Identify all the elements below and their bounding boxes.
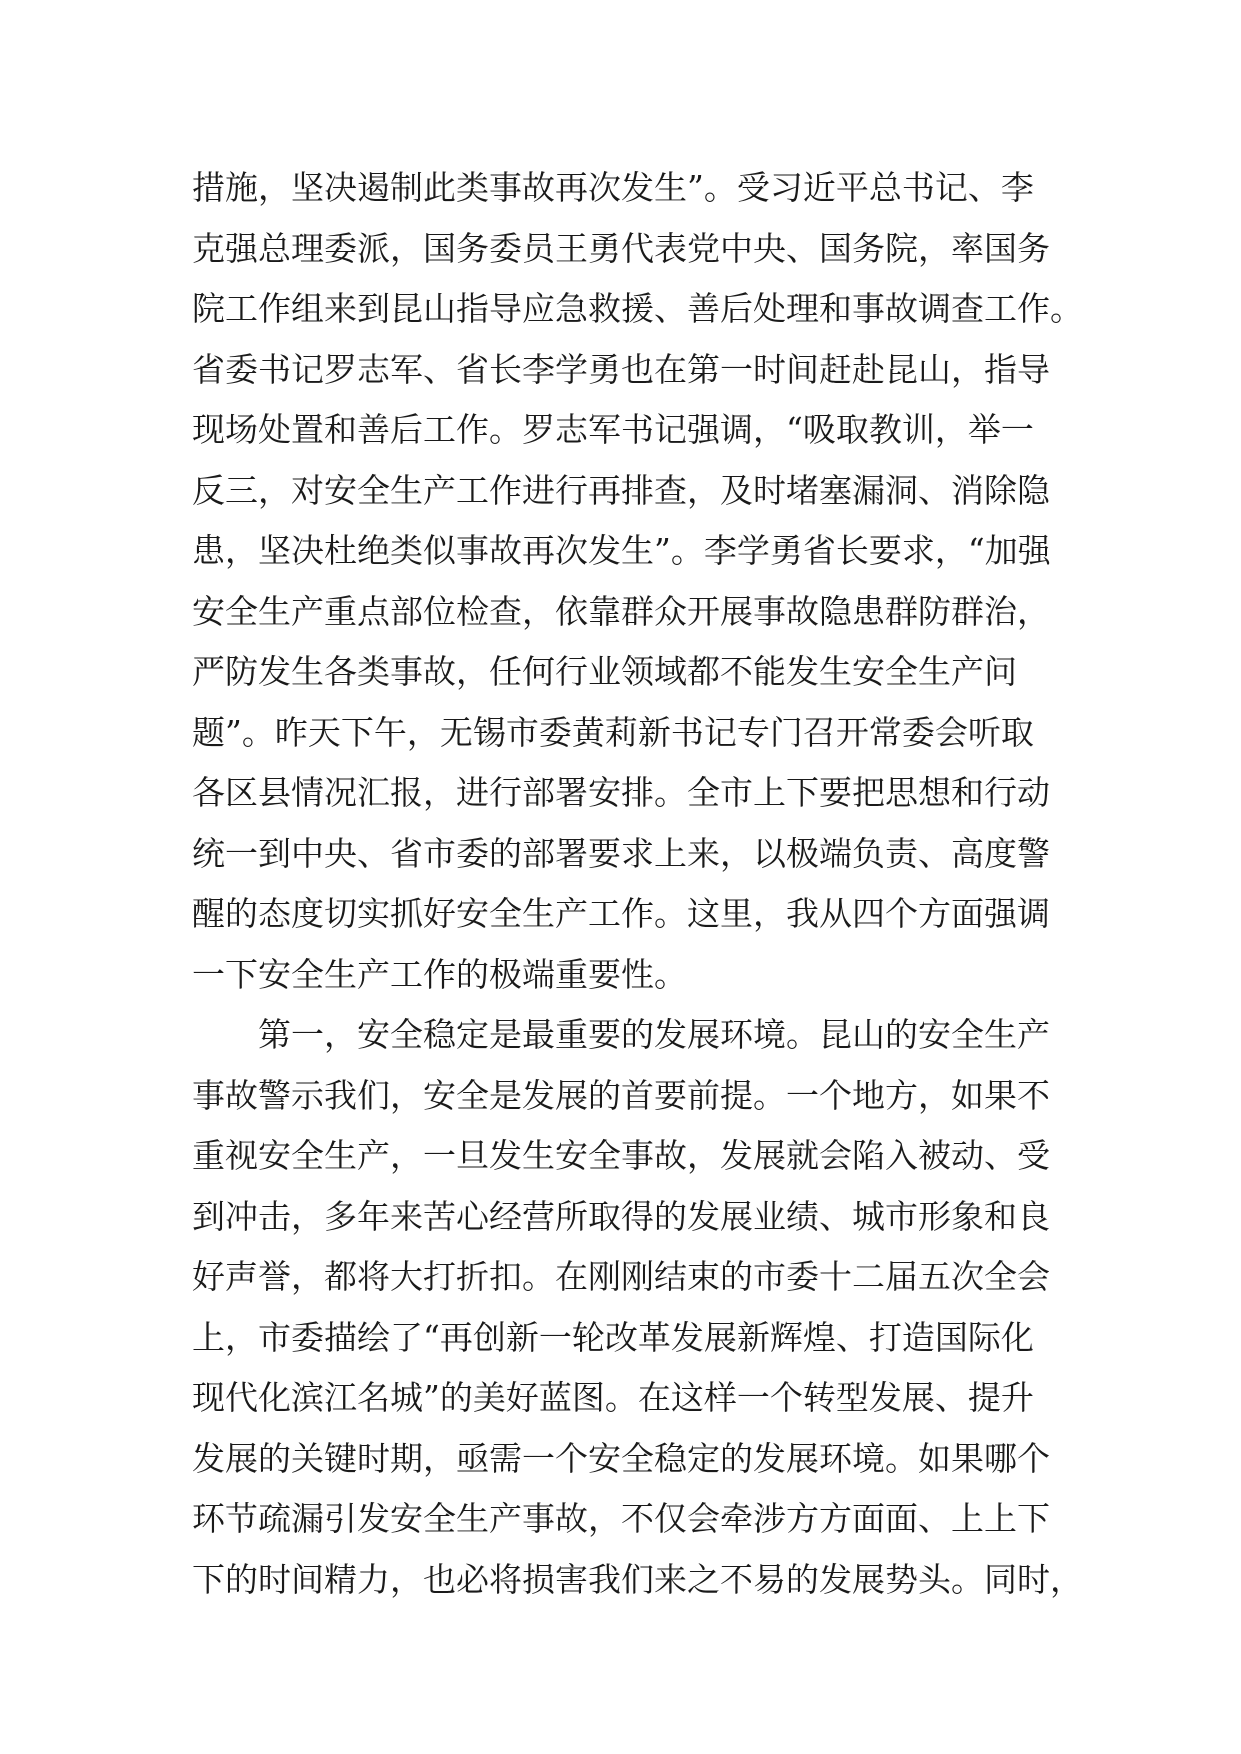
text-line: 事故警示我们，安全是发展的首要前提。一个地方，如果不: [192, 1075, 1050, 1115]
text-line: 好声誉，都将大打折扣。在刚刚结束的市委十二届五次全会: [192, 1257, 1050, 1296]
text-line: 反三，对安全生产工作进行再排查，及时堵塞漏洞、消除隐: [192, 470, 1050, 510]
paragraph-start-line: 第一，安全稳定是最重要的发展环境。昆山的安全生产: [192, 1015, 1050, 1054]
text-line: 患，坚决杜绝类似事故再次发生”。李学勇省长要求，“加强: [192, 531, 1051, 570]
text-line: 现场处置和善后工作。罗志军书记强调，“吸取教训，举一: [192, 410, 1034, 449]
text-line: 醒的态度切实抓好安全生产工作。这里，我从四个方面强调: [192, 894, 1050, 933]
text-line: 安全生产重点部位检查，依靠群众开展事故隐患群防群治，: [192, 591, 1050, 631]
text-line: 各区县情况汇报，进行部署安排。全市上下要把思想和行动: [192, 773, 1050, 812]
text-line: 上，市委描绘了“再创新一轮改革发展新辉煌、打造国际化: [192, 1317, 1034, 1357]
text-line: 克强总理委派，国务委员王勇代表党中央、国务院，率国务: [192, 228, 1050, 268]
text-line: 现代化滨江名城”的美好蓝图。在这样一个转型发展、提升: [192, 1378, 1034, 1417]
text-line: 省委书记罗志军、省长李学勇也在第一时间赶赴昆山，指导: [192, 349, 1050, 389]
text-line: 统一到中央、省市委的部署要求上来，以极端负责、高度警: [192, 833, 1050, 873]
text-line: 环节疏漏引发安全生产事故，不仅会牵涉方方面面、上上下: [192, 1499, 1050, 1538]
text-line: 下的时间精力，也必将损害我们来之不易的发展势头。同时，: [192, 1559, 1083, 1599]
document-body: [192, 158, 1083, 1610]
text-line: 严防发生各类事故，任何行业领域都不能发生安全生产问: [192, 652, 1017, 691]
text-line: 院工作组来到昆山指导应急救援、善后处理和事故调查工作。: [192, 289, 1083, 328]
text-line: 重视安全生产，一旦发生安全事故，发展就会陷入被动、受: [192, 1136, 1050, 1175]
text-line: 发展的关键时期，亟需一个安全稳定的发展环境。如果哪个: [192, 1438, 1050, 1478]
text-line: 措施，坚决遏制此类事故再次发生”。受习近平总书记、李: [192, 168, 1034, 207]
text-line: 一下安全生产工作的极端重要性。: [192, 954, 687, 994]
text-line: 到冲击，多年来苦心经营所取得的发展业绩、城市形象和良: [192, 1196, 1050, 1236]
text-line: 题”。昨天下午，无锡市委黄莉新书记专门召开常委会听取: [192, 712, 1034, 752]
